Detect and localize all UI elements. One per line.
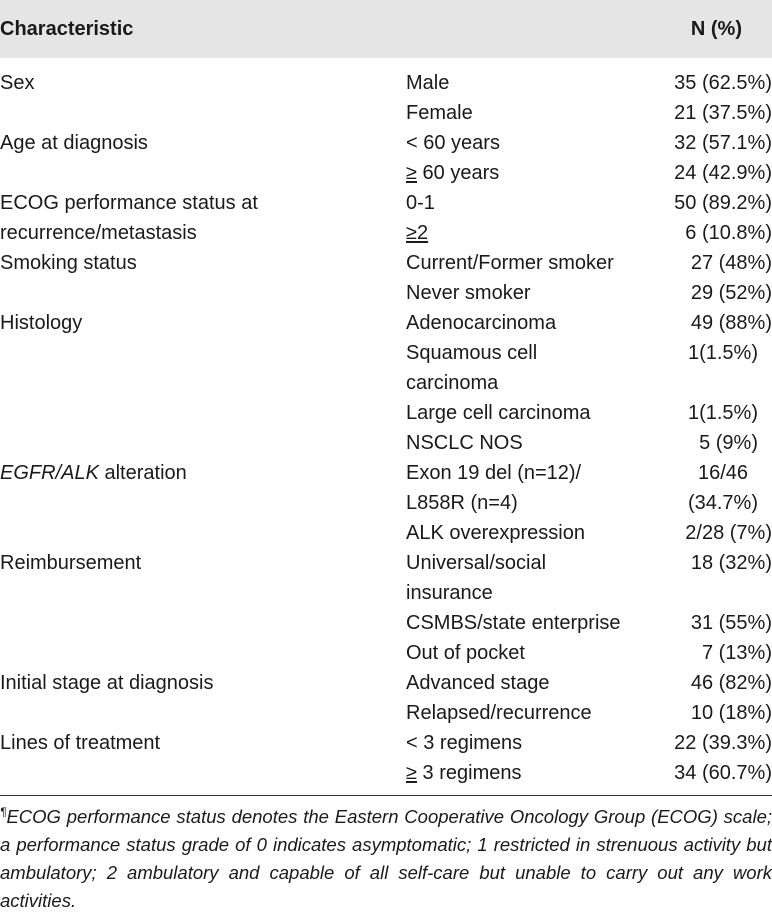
row-category: < 60 years (406, 132, 500, 154)
table-row (0, 68, 772, 98)
row-category: Advanced stage (406, 672, 550, 694)
table-row (0, 98, 772, 128)
row-category: ALK overexpression (406, 522, 585, 544)
row-category-text: 60 years (416, 162, 500, 184)
row-label: Age at diagnosis (0, 132, 148, 154)
row-category-line: carcinoma (406, 372, 499, 394)
row-label: Sex (0, 72, 35, 94)
row-value: 32 (57.1%) (674, 132, 772, 154)
row-category (406, 158, 499, 188)
row-value: 34 (60.7%) (674, 762, 772, 784)
row-category: Female (406, 102, 473, 124)
ge-symbol: ≥ (406, 762, 417, 784)
table-row (0, 758, 772, 788)
row-category (406, 548, 546, 608)
row-value: 29 (52%) (690, 282, 772, 304)
row-category-text: 3 regimens (416, 762, 522, 784)
row-label: recurrence/metastasis (0, 222, 197, 244)
row-label: Histology (0, 312, 83, 334)
row-category-line: Universal/social (406, 552, 547, 574)
row-category: Relapsed/recurrence (406, 702, 592, 724)
header-n-percent: N (%) (690, 18, 742, 40)
row-category-line: Squamous cell (406, 342, 538, 364)
row-label: Reimbursement (0, 552, 142, 574)
row-value: 10 (18%) (690, 702, 772, 724)
table-row (0, 518, 772, 548)
table-row (0, 188, 772, 218)
row-label: Initial stage at diagnosis (0, 672, 214, 694)
table-body (0, 58, 772, 788)
ge-symbol: ≥ (406, 222, 417, 244)
row-category (406, 758, 521, 788)
table-row (0, 698, 772, 728)
row-category: NSCLC NOS (406, 432, 523, 454)
table-row (0, 248, 772, 278)
row-value: 1(1.5%) (687, 402, 758, 424)
table-row (0, 308, 772, 338)
table-row (0, 548, 772, 608)
row-label: ECOG performance status at (0, 192, 258, 214)
table-footnote (0, 803, 772, 915)
table-bottom-rule (0, 795, 772, 796)
row-value: 5 (9%) (699, 432, 758, 454)
row-label-italic: EGFR/ALK (0, 462, 99, 484)
table-row (0, 278, 772, 308)
row-category: Current/Former smoker (406, 252, 614, 274)
ge-symbol: ≥ (406, 162, 417, 184)
row-category: Out of pocket (406, 642, 525, 664)
table-row (0, 398, 772, 428)
row-value: 31 (55%) (690, 612, 772, 634)
row-value-line: (34.7%) (687, 492, 758, 514)
row-label-text: alteration (98, 462, 187, 484)
header-characteristic: Characteristic (0, 18, 134, 40)
row-value: 50 (89.2%) (674, 192, 772, 214)
row-label: Smoking status (0, 252, 137, 274)
row-value-line: 16/46 (697, 462, 749, 484)
footnote-mark: ¶ (0, 805, 7, 819)
table-row (0, 128, 772, 158)
row-value: 35 (62.5%) (674, 72, 772, 94)
row-value: 18 (32%) (690, 552, 772, 574)
row-category-text: 2 (416, 222, 429, 244)
row-value: 21 (37.5%) (674, 102, 772, 124)
table-row (0, 608, 772, 638)
table-row (0, 728, 772, 758)
table-row (0, 428, 772, 458)
row-category: 0-1 (406, 192, 435, 214)
row-category-line: L858R (n=4) (406, 492, 518, 514)
row-value: 46 (82%) (690, 672, 772, 694)
row-category: Never smoker (406, 282, 531, 304)
row-category: Large cell carcinoma (406, 402, 591, 424)
row-value: 7 (13%) (701, 642, 772, 664)
row-value: 2/28 (7%) (685, 522, 772, 544)
table-row (0, 158, 772, 188)
row-category: < 3 regimens (406, 732, 523, 754)
row-value: 6 (10.8%) (685, 222, 772, 244)
table-row (0, 338, 772, 398)
row-value: 49 (88%) (690, 312, 772, 334)
row-category-line: Exon 19 del (n=12)/ (406, 462, 582, 484)
table-row (0, 668, 772, 698)
row-category (406, 218, 428, 248)
row-label (0, 458, 187, 488)
row-label: Lines of treatment (0, 732, 161, 754)
row-category-line: insurance (406, 582, 493, 604)
footnote-text: ECOG performance status denotes the Eastern Cooperative Oncology Group (ECOG) scale; a performance status grade of 0 indicates asymptomatic; 1 restricted in strenuous activity but ambulatory; 2 ambulatory and capable of all self-care but unable to carry out any work activities. (0, 806, 772, 911)
row-category (406, 458, 581, 518)
row-value: 24 (42.9%) (674, 162, 772, 184)
row-category: Male (406, 72, 450, 94)
row-value (688, 458, 758, 518)
table-header (0, 0, 772, 58)
row-category (406, 338, 537, 398)
row-value: 22 (39.3%) (674, 732, 772, 754)
row-category: Adenocarcinoma (406, 312, 557, 334)
table-row (0, 638, 772, 668)
row-value: 27 (48%) (690, 252, 772, 274)
table-row (0, 218, 772, 248)
table-row (0, 458, 772, 518)
row-category: CSMBS/state enterprise (406, 612, 621, 634)
row-value: 1(1.5%) (687, 342, 758, 364)
